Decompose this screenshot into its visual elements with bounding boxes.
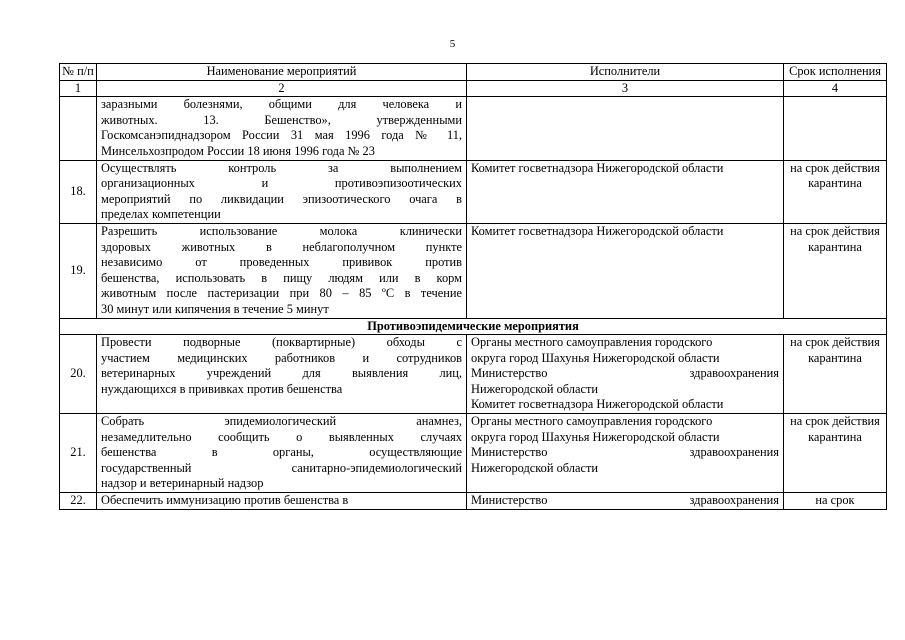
measure-text [97,223,467,318]
table-row [60,97,887,160]
column-numbers-row [60,80,887,97]
deadline-text: на срок действия карантина [784,414,887,493]
column-number: 4 [784,80,887,97]
measure-line: государственный санитарно-эпидемиологический [101,460,462,475]
table-row [60,414,887,493]
measure-line: надзор и ветеринарный надзор [101,476,264,491]
executor-line: Министерство здравоохранения [471,366,779,381]
row-number: 22. [60,493,97,510]
section-title: Противоэпидемические мероприятия [60,318,887,335]
row-number: 21. [60,414,97,493]
measure-line: Собрать эпидемиологический анамнез, [101,414,462,429]
executor-line: Комитет госветнадзора Нижегородской области [471,160,724,175]
header-deadline: Срок исполнения [784,64,887,81]
deadline-text: на срок действия карантина [784,223,887,318]
executors-text [467,223,784,318]
executors-text [467,335,784,414]
measure-line: здоровых животных в неблагополучном пункте [101,239,462,254]
measure-line: бешенства в органы, осуществляющие [101,445,462,460]
column-number: 2 [97,80,467,97]
measure-line: Госкомсанэпиднадзором России 31 мая 1996 года № 11, [101,128,462,143]
header-row [60,64,887,81]
measure-line: нуждающихся в прививках против бешенства [101,381,343,396]
measure-line: животным после пастеризации при 80 – 85 ºС в течение [101,286,462,301]
executor-line: Органы местного самоуправления городского [471,414,713,429]
measures-table [59,63,887,510]
measure-line: участием медицинских работников и сотрудников [101,350,462,365]
deadline-text: на срок действия карантина [784,335,887,414]
measure-line: заразными болезнями, общими для человека и [101,97,462,112]
header-measures: Наименование мероприятий [97,64,467,81]
measure-line: Разрешить использование молока клинически [101,223,462,238]
measure-line: Минсельхозпродом России 18 июня 1996 года № 23 [101,143,375,158]
table-row [60,493,887,510]
measure-line: 30 минут или кипячения в течение 5 минут [101,301,329,316]
column-number: 1 [60,80,97,97]
header-number: № п/п [60,64,97,81]
measure-line: животных. 13. Бешенство», утвержденными [101,112,462,127]
measure-text [97,335,467,414]
deadline-text [784,97,887,160]
table-row [60,335,887,414]
executor-line: Министерство здравоохранения [471,445,779,460]
measure-text [97,493,467,510]
page-number: 5 [449,38,456,50]
executors-text [467,160,784,223]
executor-line: Министерство здравоохранения [471,493,779,508]
executor-line: Нижегородской области [471,381,599,396]
executors-text [467,97,784,160]
measure-line: ветеринарных учреждений для выявления лиц, [101,366,462,381]
section-row [60,318,887,335]
executors-text [467,414,784,493]
executor-line: Нижегородской области [471,460,599,475]
executor-line: округа город Шахунья Нижегородской области [471,350,720,365]
measure-line: незамедлительно сообщить о выявленных случаях [101,429,462,444]
measure-line: Обеспечить иммунизацию против бешенства в [101,493,349,508]
executors-text [467,493,784,510]
row-number [60,97,97,160]
table-row [60,223,887,318]
measure-line: бешенства, использовать в пищу людям или в корм [101,270,462,285]
measure-text [97,160,467,223]
measure-line: Провести подворные (поквартирные) обходы с [101,335,462,350]
executor-line: Органы местного самоуправления городского [471,335,713,350]
row-number: 18. [60,160,97,223]
row-number: 20. [60,335,97,414]
measure-line: Осуществлять контроль за выполнением [101,160,462,175]
measure-text [97,97,467,160]
measure-text [97,414,467,493]
row-number: 19. [60,223,97,318]
column-number: 3 [467,80,784,97]
executor-line: Комитет госветнадзора Нижегородской области [471,223,724,238]
measure-line: независимо от проведенных прививок против [101,255,462,270]
deadline-text: на срок действия карантина [784,160,887,223]
executor-line: Комитет госветнадзора Нижегородской области [471,397,724,412]
executor-line: округа город Шахунья Нижегородской области [471,429,720,444]
header-executors: Исполнители [467,64,784,81]
table-row [60,160,887,223]
measure-line: организационных и противоэпизоотических [101,176,462,191]
deadline-text: на срок [784,493,887,510]
measure-line: мероприятий по ликвидации эпизоотического очага в [101,191,462,206]
measure-line: пределах компетенции [101,207,221,222]
